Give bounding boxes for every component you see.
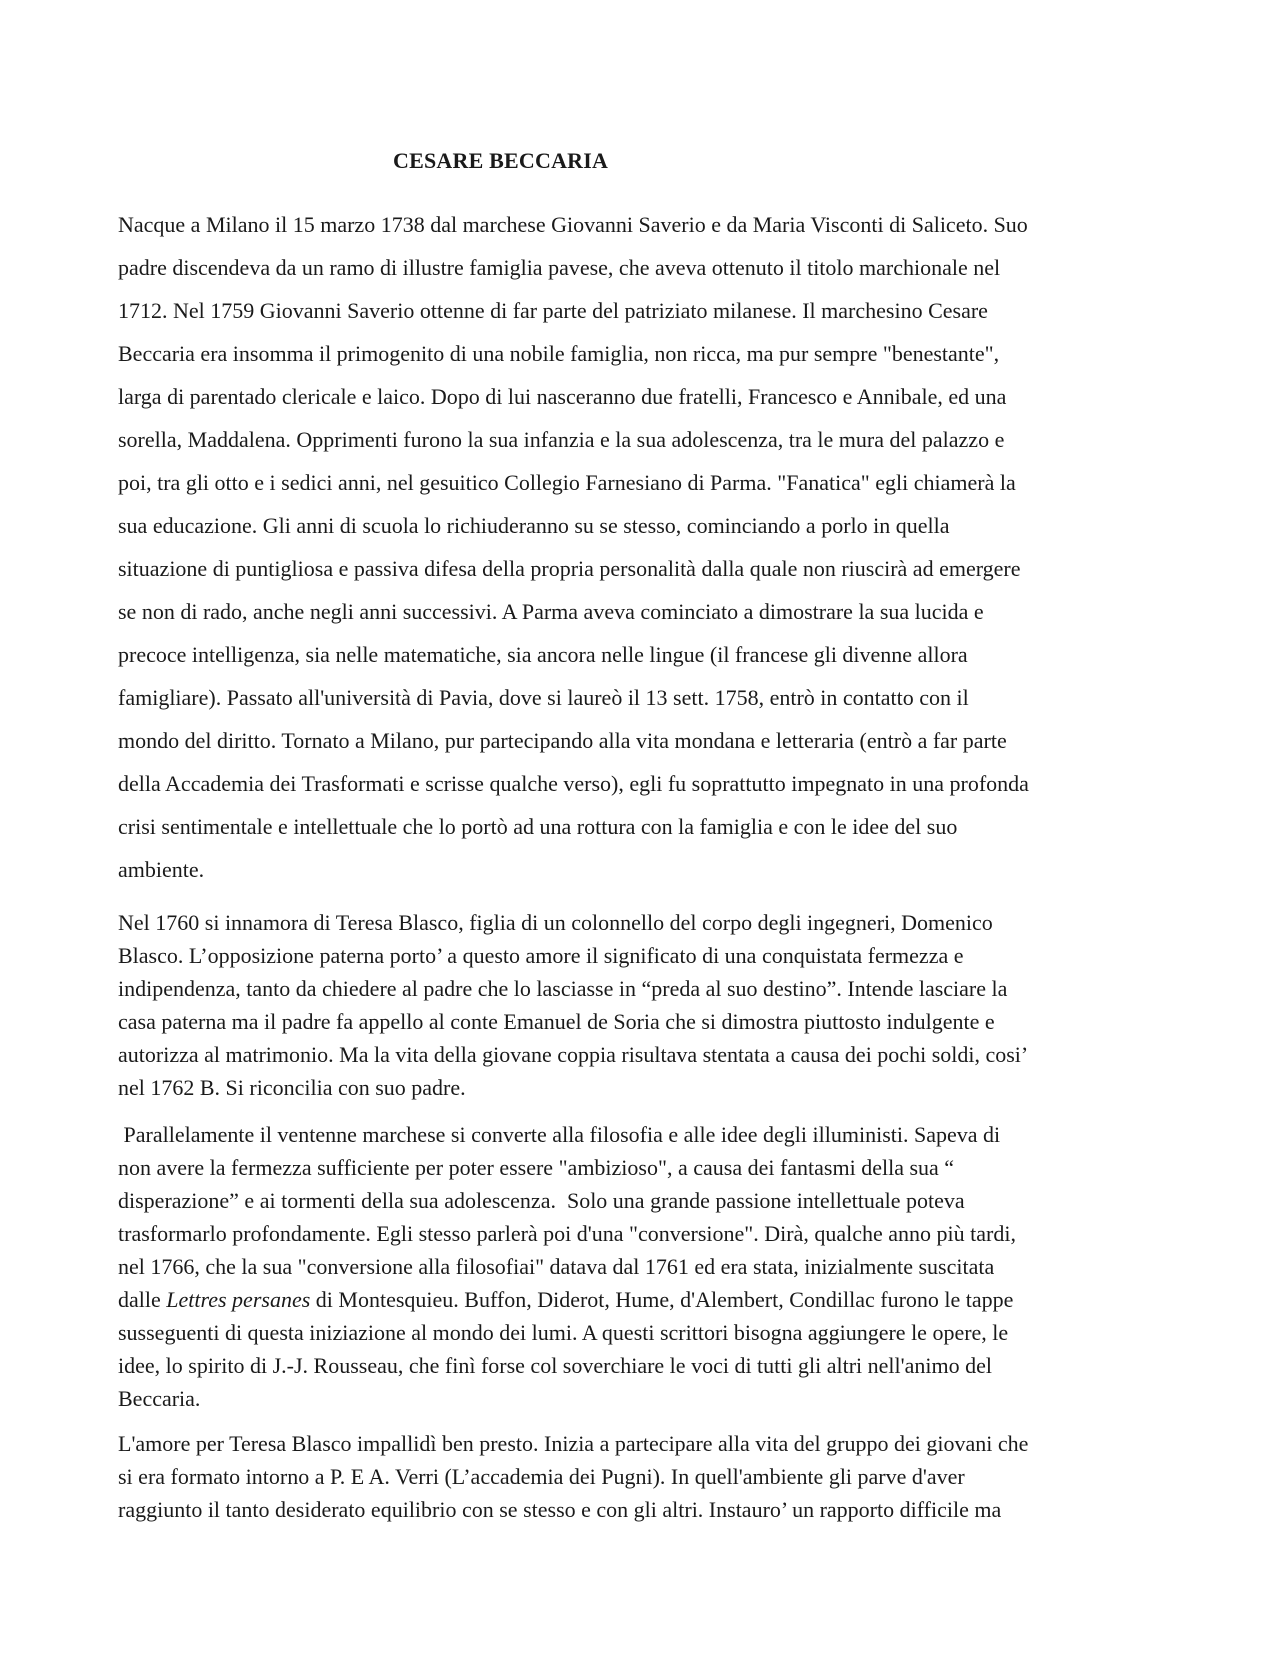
text-line: larga di parentado clericale e laico. Dopo di lui nasceranno due fratelli, Francesco e Annibale, ed una <box>118 384 1007 409</box>
text-line: disperazione” e ai tormenti della sua adolescenza. Solo una grande passione intellettuale poteva <box>118 1188 965 1213</box>
text-line: nel 1766, che la sua "conversione alla filosofiai" datava dal 1761 ed era stata, inizialmente suscitata <box>118 1254 995 1279</box>
text-line: precoce intelligenza, sia nelle matematiche, sia ancora nelle lingue (il francese gli divenne allora <box>118 642 968 667</box>
book-title-italic: Lettres persanes <box>166 1287 311 1312</box>
text-line: se non di rado, anche negli anni successivi. A Parma aveva cominciato a dimostrare la sua lucida e <box>118 599 984 624</box>
text-line: sorella, Maddalena. Opprimenti furono la sua infanzia e la sua adolescenza, tra le mura del palazzo e <box>118 427 1005 452</box>
text-line: mondo del diritto. Tornato a Milano, pur partecipando alla vita mondana e letteraria (entrò a far parte <box>118 728 1007 753</box>
text-line-with-title <box>118 1283 1170 1316</box>
text-line: idee, lo spirito di J.-J. Rousseau, che finì forse col soverchiare le voci di tutti gli altri nell'animo del <box>118 1353 992 1378</box>
text-line: Beccaria era insomma il primogenito di una nobile famiglia, non ricca, ma pur sempre "benestante", <box>118 341 1000 366</box>
text-line: susseguenti di questa iniziazione al mondo dei lumi. A questi scrittori bisogna aggiungere le opere, le <box>118 1320 1009 1345</box>
text-line: Nacque a Milano il 15 marzo 1738 dal marchese Giovanni Saverio e da Maria Visconti di Saliceto. Suo <box>118 212 1028 237</box>
text-line: della Accademia dei Trasformati e scrisse qualche verso), egli fu soprattutto impegnato in una profonda <box>118 771 1029 796</box>
text-line: non avere la fermezza sufficiente per poter essere "ambizioso", a causa dei fantasmi della sua “ <box>118 1155 955 1180</box>
paragraph-teresa-blasco <box>118 906 1170 1104</box>
text-line: 1712. Nel 1759 Giovanni Saverio ottenne di far parte del patriziato milanese. Il marchesino Cesare <box>118 298 988 323</box>
text-line: nel 1762 B. Si riconcilia con suo padre. <box>118 1075 466 1100</box>
text-line: padre discendeva da un ramo di illustre famiglia pavese, che aveva ottenuto il titolo marchionale nel <box>118 255 1001 280</box>
text-line: indipendenza, tanto da chiedere al padre che lo lasciasse in “preda al suo destino”. Intende lasciare la <box>118 976 1008 1001</box>
paragraph-verri-group <box>118 1427 1170 1526</box>
text-line: trasformarlo profondamente. Egli stesso parlerà poi d'una "conversione". Dirà, qualche anno più tardi, <box>118 1221 1016 1246</box>
text-fragment: dalle <box>118 1287 167 1312</box>
text-line: sua educazione. Gli anni di scuola lo richiuderanno su se stesso, cominciando a porlo in quella <box>118 513 950 538</box>
text-fragment: di Montesquieu. Buffon, Diderot, Hume, d'Alembert, Condillac furono le tappe <box>310 1287 1014 1312</box>
text-line: raggiunto il tanto desiderato equilibrio con se stesso e con gli altri. Instauro’ un rapporto difficile ma <box>118 1497 1002 1522</box>
text-line: casa paterna ma il padre fa appello al conte Emanuel de Soria che si dimostra piuttosto indulgente e <box>118 1009 995 1034</box>
text-line: Blasco. L’opposizione paterna porto’ a questo amore il significato di una conquistata fermezza e <box>118 943 964 968</box>
paragraph-early-life <box>118 203 1170 891</box>
text-line: L'amore per Teresa Blasco impallidì ben presto. Inizia a partecipare alla vita del gruppo dei giovani che <box>118 1431 1029 1456</box>
document-title: CESARE BECCARIA <box>393 148 609 173</box>
text-line: ambiente. <box>118 857 205 882</box>
text-line: poi, tra gli otto e i sedici anni, nel gesuitico Collegio Farnesiano di Parma. "Fanatica" egli chiamerà la <box>118 470 1016 495</box>
text-line: situazione di puntigliosa e passiva difesa della propria personalità dalla quale non riuscirà ad emergere <box>118 556 1021 581</box>
text-line: Nel 1760 si innamora di Teresa Blasco, figlia di un colonnello del corpo degli ingegneri, Domenico <box>118 910 993 935</box>
text-line: crisi sentimentale e intellettuale che lo portò ad una rottura con la famiglia e con le idee del suo <box>118 814 958 839</box>
text-line: si era formato intorno a P. E A. Verri (L’accademia dei Pugni). In quell'ambiente gli parve d'aver <box>118 1464 965 1489</box>
text-line: famigliare). Passato all'università di Pavia, dove si laureò il 13 sett. 1758, entrò in contatto con il <box>118 685 969 710</box>
text-line: Parallelamente il ventenne marchese si converte alla filosofia e alle idee degli illuministi. Sapeva di <box>118 1122 1001 1147</box>
paragraph-philosophy <box>118 1118 1170 1415</box>
text-line: Beccaria. <box>118 1386 201 1411</box>
text-line: autorizza al matrimonio. Ma la vita della giovane coppia risultava stentata a causa dei pochi soldi, cosi’ <box>118 1042 1029 1067</box>
